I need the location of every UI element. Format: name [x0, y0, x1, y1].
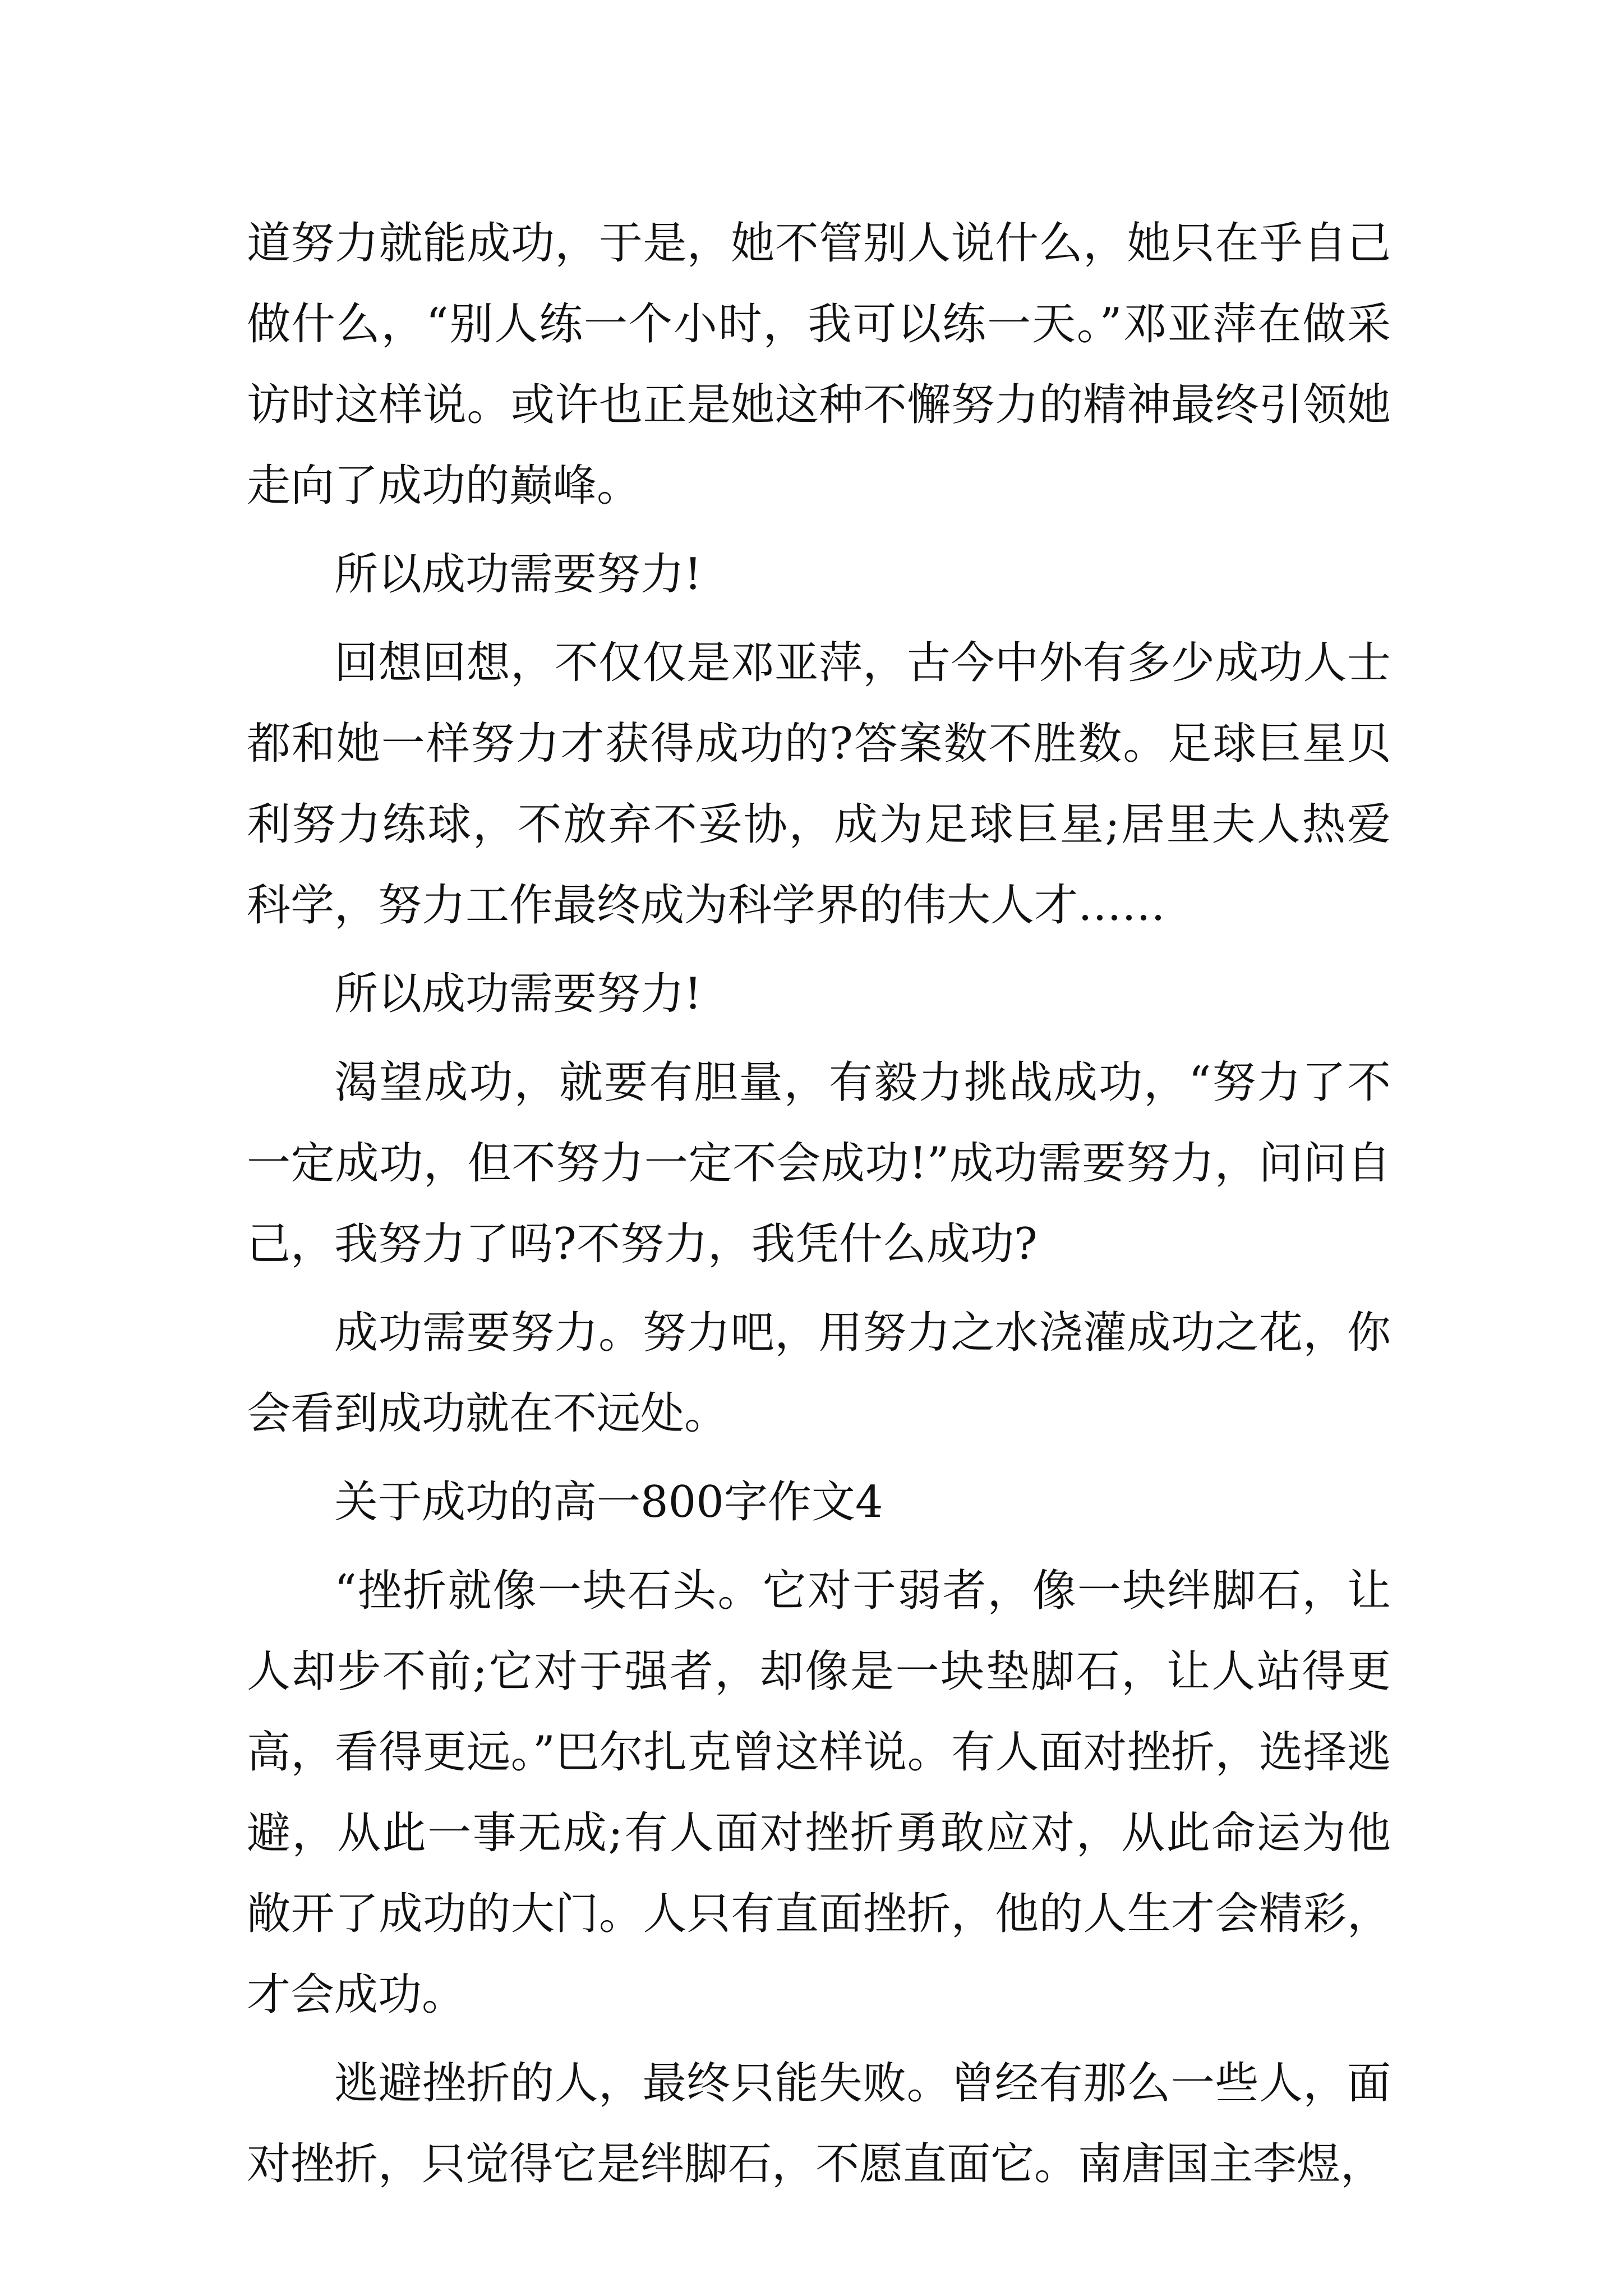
paragraph-7: “挫折就像一块石头。它对于弱者，像一块绊脚石，让人却步不前;它对于强者，却像是一块垫脚石，让人站得更高，看得更远。”巴尔扎克曾这样说。有人面对挫折，选择逃避，从此一事无成;有人面对挫折勇敢应对，从此命运为他敞开了成功的大门。人只有直面挫折，他的人生才会精彩，才会成功。 [247, 1566, 1391, 2020]
paragraph-4: 所以成功需要努力! [334, 969, 702, 1019]
paragraph-5: 渴望成功，就要有胆量，有毅力挑战成功，“努力了不一定成功，但不努力一定不会成功!”成功需要努力，问问自己，我努力了吗?不努力，我凭什么成功? [247, 1057, 1391, 1269]
paragraph-8: 逃避挫折的人，最终只能失败。曾经有那么一些人，面对挫折，只觉得它是绊脚石，不愿直面它。南唐国主李煜， [247, 2058, 1391, 2189]
paragraph-2: 所以成功需要努力! [334, 549, 702, 600]
paragraph-3: 回想回想，不仅仅是邓亚萍，古今中外有多少成功人士都和她一样努力才获得成功的?答案数不胜数。足球巨星贝利努力练球，不放弃不妥协，成为足球巨星;居里夫人热爱科学，努力工作最终成为科学界的伟大人才…… [247, 638, 1391, 931]
paragraph-6: 成功需要努力。努力吧，用努力之水浇灌成功之花，你会看到成功就在不远处。 [247, 1308, 1391, 1439]
essay-body [247, 203, 1391, 2205]
paragraph-1: 道努力就能成功，于是，她不管别人说什么，她只在乎自己做什么，“别人练一个小时，我可以练一天。”邓亚萍在做采访时这样说。或许也正是她这种不懈努力的精神最终引领她走向了成功的巅峰。 [247, 218, 1391, 511]
section-heading: 关于成功的高一800字作文4 [334, 1477, 883, 1527]
